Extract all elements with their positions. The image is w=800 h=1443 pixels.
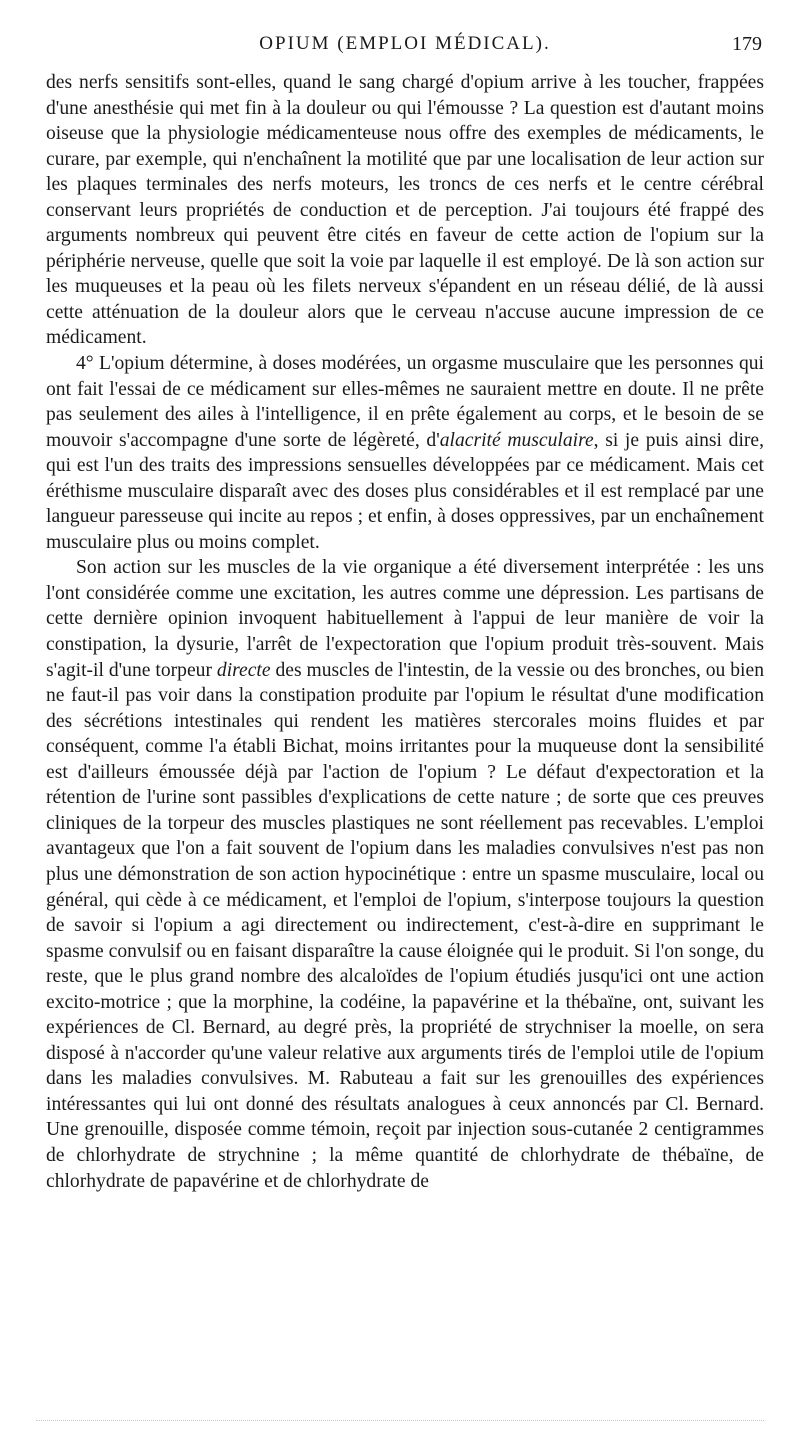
page-bottom-specks: [36, 1416, 764, 1421]
running-title: OPIUM (EMPLOI MÉDICAL).: [259, 33, 551, 54]
page-number: 179: [732, 33, 762, 55]
paragraph-continuation: des nerfs sensitifs sont-elles, quand le sang chargé d'opium arrive à les toucher, frappées d'une anesthésie qui met fin à la douleur ou qui l'émousse ? La question est d'autant moins oiseuse que la physiologie médicamenteuse nous offre des exemples de médicaments, le curare, par exemple, qui n'enchaînent la motilité que par une localisation de leur action sur les plaques terminales des nerfs moteurs, les troncs de ces nerfs et le centre cérébral conservant leurs propriétés de conduction et de perception. J'ai toujours été frappé des arguments nombreux qui peuvent être cités en faveur de cette action de l'opium sur la périphérie nerveuse, quelle que soit la voie par laquelle il est employé. De là son action sur les muqueuses et la peau où les filets nerveux s'épandent en un réseau délié, de là aussi cette atténuation de la douleur alors que le cerveau n'accuse aucune impression de ce médicament.: [46, 72, 764, 349]
paragraph-muscular-orgasm: [46, 351, 764, 555]
body-text: [46, 70, 764, 1194]
paragraph-text: des muscles de l'intestin, de la vessie ou des bronches, ou bien ne faut-il pas voir dans la constipation produite par l'opium le résultat d'une modification des sécrétions intestinales qui rendent les matières stercorales moins fluides et par conséquent, comme l'a établi Bichat, moins irritantes pour la muqueuse dont la sensibilité est d'ailleurs émoussée déjà par l'action de l'opium ? Le défaut d'expectoration et la rétention de l'urine sont passibles d'explications de cette nature ; de sorte que ces preuves cliniques de la torpeur des muscles plastiques ne sont réellement pas recevables. L'emploi avantageux que l'on a fait souvent de l'opium dans les maladies convulsives n'est pas non plus une démonstration de son action hypocinétique : entre un spasme musculaire, local ou général, qui cède à ce médicament, et l'emploi de l'opium, s'interpose toujours la question de savoir si l'opium a agi directement ou indirectement, c'est-à-dire en supprimant le spasme convulsif ou en faisant disparaître la cause éloignée qui le produit. Si l'on songe, du reste, que le plus grand nombre des alcaloïdes de l'opium étudiés jusqu'ici ont une action excito-motrice ; que la morphine, la codéine, la papavérine et la thébaïne, ont, suivant les expériences de Cl. Bernard, au degré près, la propriété de strychniser la moelle, on sera disposé à n'accorder qu'une valeur relative aux arguments tirés de l'emploi utile de l'opium dans les maladies convulsives. M. Rabuteau a fait sur les grenouilles des expériences intéressantes qui lui ont donné des résultats analogues à ceux annoncés par Cl. Bernard. Une grenouille, disposée comme témoin, reçoit par injection sous-cutanée 2 centigrammes de chlorhydrate de strychnine ; la même quantité de chlorhydrate de thébaïne, de chlorhydrate de papavérine et de chlorhydrate de: [46, 659, 764, 1192]
paragraph-text: 4° L'opium détermine, à doses modérées, un orgasme musculaire que les personnes qui ont fait l'essai de ce médicament sur elles-mêmes ne sauraient mettre en doute. Il ne prête pas seulement des ailes à l'intelligence, il en prête également au corps, et le besoin de se mouvoir s'accompagne d'une sorte de légèreté, d': [46, 353, 764, 451]
italic-phrase: alacrité musculaire: [439, 429, 594, 451]
paragraph-text: Son action sur les muscles de la vie organique a été diversement interprétée : les uns l'ont considérée comme une excitation, les autres comme une dépression. Les partisans de cette dernière opinion invoquent habituellement à l'appui de leur manière de voir la constipation, la dysurie, l'arrêt de l'expectoration que l'opium produit très-souvent. Mais s'agit-il d'une torpeur: [46, 557, 764, 681]
paragraph-text: , si je puis ainsi dire, qui est l'un des traits des impressions sensuelles développées par ce médicament. Mais cet éréthisme musculaire disparaît avec des doses plus considérables et il est remplacé par une langueur paresseuse qui incite au repos ; et enfin, à doses oppressives, par un enchaînement musculaire plus ou moins complet.: [46, 429, 765, 553]
italic-phrase: directe: [216, 659, 271, 681]
paragraph-organic-muscles: [46, 555, 764, 1194]
running-head: [46, 24, 764, 64]
